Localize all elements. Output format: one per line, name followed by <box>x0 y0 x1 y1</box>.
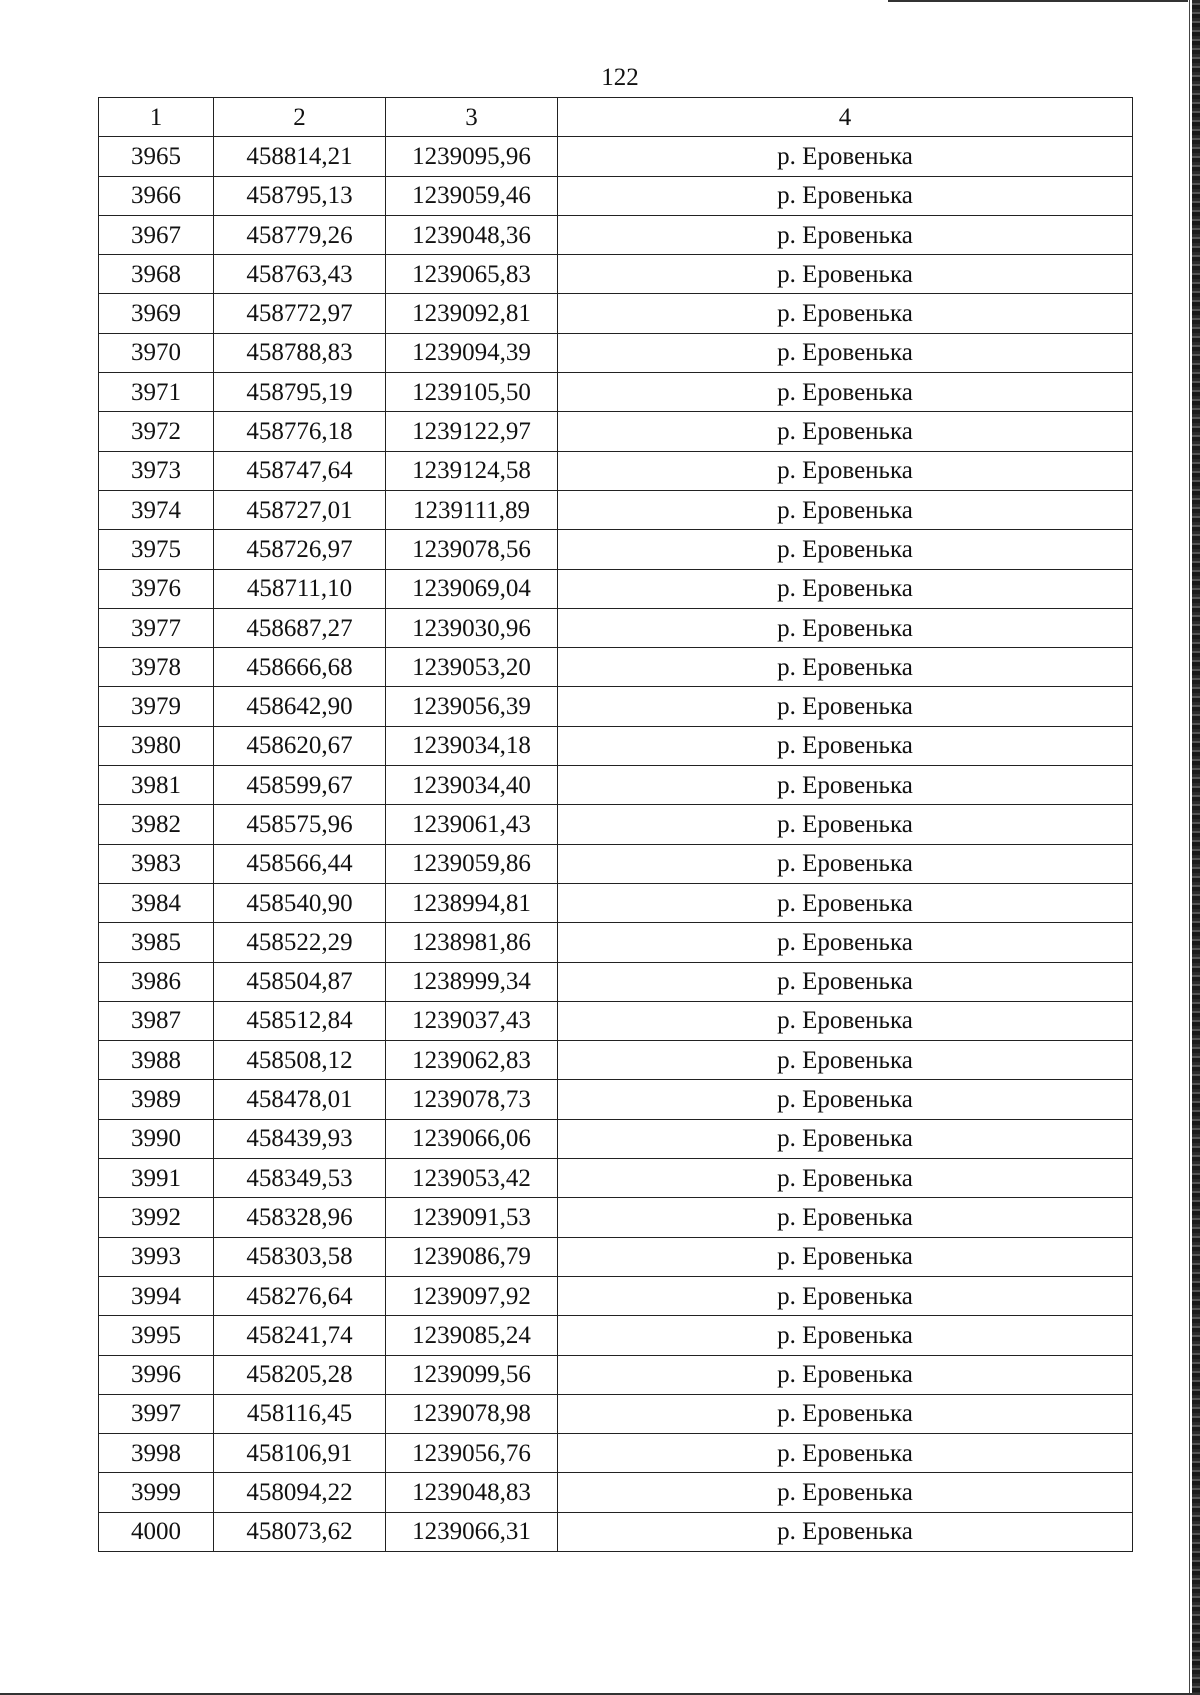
point-number-cell: 3988 <box>99 1041 214 1080</box>
table-row <box>99 215 1133 254</box>
y-coordinate-cell: 1239095,96 <box>386 137 558 176</box>
y-coordinate-cell: 1239091,53 <box>386 1198 558 1237</box>
y-coordinate-cell: 1239092,81 <box>386 294 558 333</box>
table-row <box>99 726 1133 765</box>
y-coordinate-cell: 1239111,89 <box>386 490 558 529</box>
description-cell: р. Еровенька <box>558 137 1133 176</box>
point-number-cell: 3990 <box>99 1119 214 1158</box>
point-number-cell: 3975 <box>99 530 214 569</box>
point-number-cell: 3977 <box>99 608 214 647</box>
point-number-cell: 3966 <box>99 176 214 215</box>
table-row <box>99 805 1133 844</box>
description-cell: р. Еровенька <box>558 1276 1133 1315</box>
y-coordinate-cell: 1239066,06 <box>386 1119 558 1158</box>
table-header <box>99 98 1133 137</box>
point-number-cell: 3987 <box>99 1001 214 1040</box>
table-row <box>99 1198 1133 1237</box>
table-body <box>99 137 1133 1552</box>
table-row <box>99 176 1133 215</box>
point-number-cell: 3996 <box>99 1355 214 1394</box>
point-number-cell: 3970 <box>99 333 214 372</box>
point-number-cell: 3998 <box>99 1434 214 1473</box>
x-coordinate-cell: 458094,22 <box>214 1473 386 1512</box>
x-coordinate-cell: 458747,64 <box>214 451 386 490</box>
table-row <box>99 687 1133 726</box>
description-cell: р. Еровенька <box>558 805 1133 844</box>
table-row <box>99 648 1133 687</box>
x-coordinate-cell: 458349,53 <box>214 1159 386 1198</box>
table-row <box>99 1434 1133 1473</box>
description-cell: р. Еровенька <box>558 373 1133 412</box>
description-cell: р. Еровенька <box>558 923 1133 962</box>
point-number-cell: 3978 <box>99 648 214 687</box>
point-number-cell: 3968 <box>99 255 214 294</box>
table-row <box>99 451 1133 490</box>
y-coordinate-cell: 1239078,98 <box>386 1394 558 1433</box>
point-number-cell: 3992 <box>99 1198 214 1237</box>
point-number-cell: 3973 <box>99 451 214 490</box>
y-coordinate-cell: 1239053,20 <box>386 648 558 687</box>
page-number: 122 <box>601 64 639 91</box>
x-coordinate-cell: 458116,45 <box>214 1394 386 1433</box>
y-coordinate-cell: 1239085,24 <box>386 1316 558 1355</box>
x-coordinate-cell: 458566,44 <box>214 844 386 883</box>
x-coordinate-cell: 458814,21 <box>214 137 386 176</box>
description-cell: р. Еровенька <box>558 1473 1133 1512</box>
table-row <box>99 1473 1133 1512</box>
point-number-cell: 3971 <box>99 373 214 412</box>
table-row <box>99 766 1133 805</box>
x-coordinate-cell: 458303,58 <box>214 1237 386 1276</box>
scan-right-edge <box>1192 0 1200 1695</box>
header-col-1: 1 <box>99 98 214 137</box>
description-cell: р. Еровенька <box>558 726 1133 765</box>
x-coordinate-cell: 458788,83 <box>214 333 386 372</box>
table-row <box>99 1001 1133 1040</box>
y-coordinate-cell: 1238981,86 <box>386 923 558 962</box>
x-coordinate-cell: 458642,90 <box>214 687 386 726</box>
x-coordinate-cell: 458795,19 <box>214 373 386 412</box>
y-coordinate-cell: 1239097,92 <box>386 1276 558 1315</box>
description-cell: р. Еровенька <box>558 766 1133 805</box>
y-coordinate-cell: 1239056,39 <box>386 687 558 726</box>
y-coordinate-cell: 1239034,40 <box>386 766 558 805</box>
x-coordinate-cell: 458276,64 <box>214 1276 386 1315</box>
table-row <box>99 294 1133 333</box>
point-number-cell: 3993 <box>99 1237 214 1276</box>
table-row <box>99 490 1133 529</box>
y-coordinate-cell: 1239124,58 <box>386 451 558 490</box>
description-cell: р. Еровенька <box>558 1159 1133 1198</box>
y-coordinate-cell: 1239030,96 <box>386 608 558 647</box>
header-row <box>99 98 1133 137</box>
description-cell: р. Еровенька <box>558 883 1133 922</box>
y-coordinate-cell: 1238999,34 <box>386 962 558 1001</box>
table-row <box>99 1355 1133 1394</box>
x-coordinate-cell: 458727,01 <box>214 490 386 529</box>
description-cell: р. Еровенька <box>558 294 1133 333</box>
table-row <box>99 333 1133 372</box>
point-number-cell: 3999 <box>99 1473 214 1512</box>
y-coordinate-cell: 1239061,43 <box>386 805 558 844</box>
description-cell: р. Еровенька <box>558 1355 1133 1394</box>
y-coordinate-cell: 1239056,76 <box>386 1434 558 1473</box>
description-cell: р. Еровенька <box>558 530 1133 569</box>
point-number-cell: 3983 <box>99 844 214 883</box>
x-coordinate-cell: 458073,62 <box>214 1512 386 1551</box>
point-number-cell: 3974 <box>99 490 214 529</box>
table-row <box>99 373 1133 412</box>
point-number-cell: 4000 <box>99 1512 214 1551</box>
table-row <box>99 1394 1133 1433</box>
description-cell: р. Еровенька <box>558 176 1133 215</box>
x-coordinate-cell: 458512,84 <box>214 1001 386 1040</box>
y-coordinate-cell: 1239094,39 <box>386 333 558 372</box>
table-row <box>99 412 1133 451</box>
y-coordinate-cell: 1239105,50 <box>386 373 558 412</box>
x-coordinate-cell: 458666,68 <box>214 648 386 687</box>
header-col-2: 2 <box>214 98 386 137</box>
description-cell: р. Еровенька <box>558 1119 1133 1158</box>
y-coordinate-cell: 1239078,73 <box>386 1080 558 1119</box>
description-cell: р. Еровенька <box>558 1080 1133 1119</box>
table-row <box>99 608 1133 647</box>
description-cell: р. Еровенька <box>558 962 1133 1001</box>
point-number-cell: 3979 <box>99 687 214 726</box>
x-coordinate-cell: 458106,91 <box>214 1434 386 1473</box>
x-coordinate-cell: 458205,28 <box>214 1355 386 1394</box>
x-coordinate-cell: 458763,43 <box>214 255 386 294</box>
point-number-cell: 3981 <box>99 766 214 805</box>
x-coordinate-cell: 458328,96 <box>214 1198 386 1237</box>
scan-top-edge <box>888 0 1188 2</box>
x-coordinate-cell: 458599,67 <box>214 766 386 805</box>
description-cell: р. Еровенька <box>558 451 1133 490</box>
description-cell: р. Еровенька <box>558 687 1133 726</box>
description-cell: р. Еровенька <box>558 1198 1133 1237</box>
description-cell: р. Еровенька <box>558 255 1133 294</box>
description-cell: р. Еровенька <box>558 1394 1133 1433</box>
table-row <box>99 1316 1133 1355</box>
table-row <box>99 883 1133 922</box>
point-number-cell: 3991 <box>99 1159 214 1198</box>
point-number-cell: 3989 <box>99 1080 214 1119</box>
point-number-cell: 3980 <box>99 726 214 765</box>
y-coordinate-cell: 1239062,83 <box>386 1041 558 1080</box>
x-coordinate-cell: 458726,97 <box>214 530 386 569</box>
description-cell: р. Еровенька <box>558 1434 1133 1473</box>
table-row <box>99 1276 1133 1315</box>
description-cell: р. Еровенька <box>558 844 1133 883</box>
table-row <box>99 137 1133 176</box>
point-number-cell: 3984 <box>99 883 214 922</box>
coordinates-table <box>98 97 1133 1552</box>
point-number-cell: 3972 <box>99 412 214 451</box>
point-number-cell: 3995 <box>99 1316 214 1355</box>
y-coordinate-cell: 1239048,36 <box>386 215 558 254</box>
table-row <box>99 255 1133 294</box>
y-coordinate-cell: 1239066,31 <box>386 1512 558 1551</box>
table-row <box>99 1119 1133 1158</box>
point-number-cell: 3997 <box>99 1394 214 1433</box>
table-row <box>99 962 1133 1001</box>
description-cell: р. Еровенька <box>558 1316 1133 1355</box>
x-coordinate-cell: 458776,18 <box>214 412 386 451</box>
y-coordinate-cell: 1239059,86 <box>386 844 558 883</box>
x-coordinate-cell: 458241,74 <box>214 1316 386 1355</box>
x-coordinate-cell: 458620,67 <box>214 726 386 765</box>
y-coordinate-cell: 1239122,97 <box>386 412 558 451</box>
description-cell: р. Еровенька <box>558 490 1133 529</box>
y-coordinate-cell: 1239053,42 <box>386 1159 558 1198</box>
y-coordinate-cell: 1239099,56 <box>386 1355 558 1394</box>
x-coordinate-cell: 458795,13 <box>214 176 386 215</box>
description-cell: р. Еровенька <box>558 412 1133 451</box>
header-col-4: 4 <box>558 98 1133 137</box>
x-coordinate-cell: 458439,93 <box>214 1119 386 1158</box>
description-cell: р. Еровенька <box>558 569 1133 608</box>
x-coordinate-cell: 458478,01 <box>214 1080 386 1119</box>
table-row <box>99 844 1133 883</box>
x-coordinate-cell: 458522,29 <box>214 923 386 962</box>
point-number-cell: 3965 <box>99 137 214 176</box>
scan-right-edge-line <box>1189 0 1190 1695</box>
point-number-cell: 3969 <box>99 294 214 333</box>
table-row <box>99 1159 1133 1198</box>
point-number-cell: 3985 <box>99 923 214 962</box>
description-cell: р. Еровенька <box>558 608 1133 647</box>
x-coordinate-cell: 458575,96 <box>214 805 386 844</box>
description-cell: р. Еровенька <box>558 1237 1133 1276</box>
point-number-cell: 3994 <box>99 1276 214 1315</box>
x-coordinate-cell: 458772,97 <box>214 294 386 333</box>
y-coordinate-cell: 1239034,18 <box>386 726 558 765</box>
y-coordinate-cell: 1239086,79 <box>386 1237 558 1276</box>
y-coordinate-cell: 1239059,46 <box>386 176 558 215</box>
table-row <box>99 1080 1133 1119</box>
description-cell: р. Еровенька <box>558 648 1133 687</box>
x-coordinate-cell: 458508,12 <box>214 1041 386 1080</box>
x-coordinate-cell: 458711,10 <box>214 569 386 608</box>
point-number-cell: 3967 <box>99 215 214 254</box>
table-row <box>99 923 1133 962</box>
y-coordinate-cell: 1239037,43 <box>386 1001 558 1040</box>
point-number-cell: 3976 <box>99 569 214 608</box>
table-row <box>99 569 1133 608</box>
y-coordinate-cell: 1238994,81 <box>386 883 558 922</box>
description-cell: р. Еровенька <box>558 1041 1133 1080</box>
y-coordinate-cell: 1239065,83 <box>386 255 558 294</box>
table-row <box>99 1512 1133 1551</box>
description-cell: р. Еровенька <box>558 1512 1133 1551</box>
header-col-3: 3 <box>386 98 558 137</box>
x-coordinate-cell: 458687,27 <box>214 608 386 647</box>
y-coordinate-cell: 1239078,56 <box>386 530 558 569</box>
description-cell: р. Еровенька <box>558 333 1133 372</box>
x-coordinate-cell: 458779,26 <box>214 215 386 254</box>
description-cell: р. Еровенька <box>558 1001 1133 1040</box>
point-number-cell: 3982 <box>99 805 214 844</box>
table-row <box>99 1041 1133 1080</box>
y-coordinate-cell: 1239048,83 <box>386 1473 558 1512</box>
table-row <box>99 1237 1133 1276</box>
x-coordinate-cell: 458504,87 <box>214 962 386 1001</box>
point-number-cell: 3986 <box>99 962 214 1001</box>
x-coordinate-cell: 458540,90 <box>214 883 386 922</box>
description-cell: р. Еровенька <box>558 215 1133 254</box>
y-coordinate-cell: 1239069,04 <box>386 569 558 608</box>
table-row <box>99 530 1133 569</box>
